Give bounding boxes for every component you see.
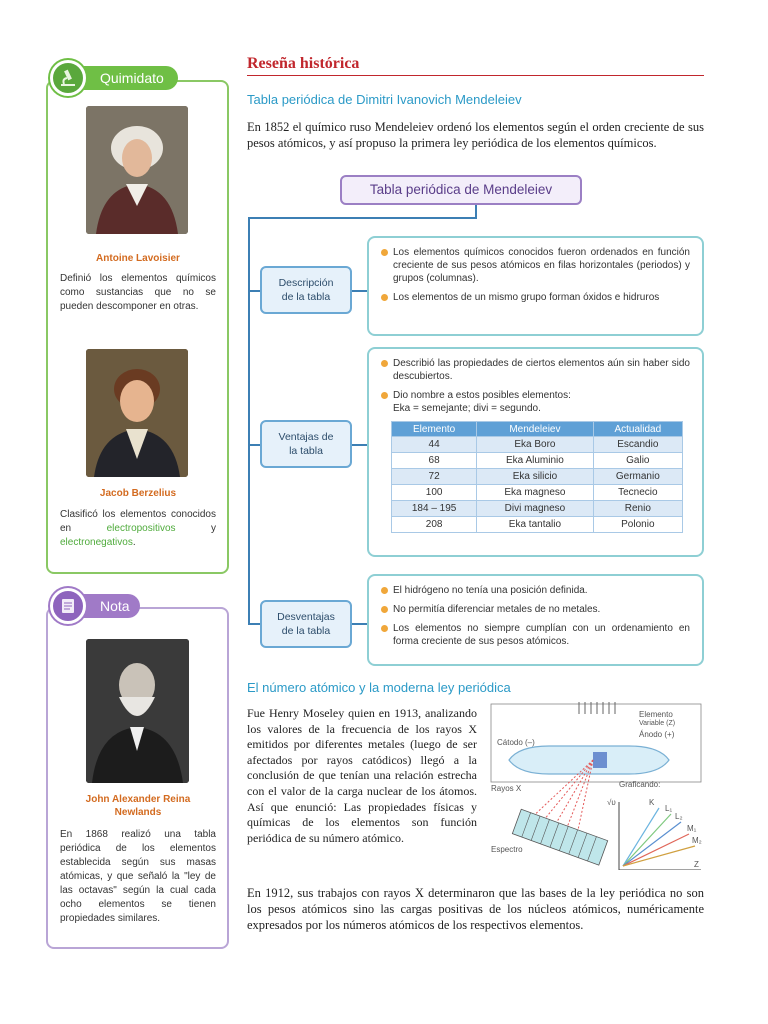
- bullet-dot-icon: [381, 625, 388, 632]
- connector-line: [352, 290, 368, 292]
- scientist-name-newlands: John Alexander Reina Newlands: [85, 794, 191, 818]
- scientist-name-lavoisier: Antoine Lavoisier: [96, 253, 180, 264]
- bullet-dot-icon: [381, 392, 388, 399]
- figure-label-sqrt-v: √υ: [607, 798, 616, 807]
- scientist-text-berzelius: Clasificó los elementos conocidos en electropositivos y electronegativos.: [60, 509, 217, 548]
- descripcion-box: [367, 236, 704, 336]
- figure-label-z: Z: [694, 860, 699, 869]
- figure-label-m1: M₁: [687, 824, 697, 833]
- closing-paragraph: En 1912, sus trabajos con rayos X determinaron que las bases de la ley periódica no son los pesos atómicos sino las cargas positivas de los núcleos atómicos, numéricamente expresados por los números atómicos de los respectivos elementos.: [247, 886, 704, 932]
- table-row: 208 Eka tantalio Polonio: [392, 517, 683, 533]
- lavoisier-portrait: [86, 106, 188, 234]
- quimidato-label: Quimidato: [54, 66, 178, 90]
- concept-map-title: Tabla periódica de Mendeleiev: [340, 175, 582, 205]
- connector-line: [352, 623, 368, 625]
- figure-label-l2: L₂: [675, 812, 683, 821]
- figure-label-anodo: Ánodo (+): [639, 730, 675, 739]
- label-ventajas: Ventajas de la tabla: [260, 420, 352, 468]
- figure-label-variable: Variable (Z): [639, 720, 676, 727]
- table-row: 72 Eka silicio Germanio: [392, 469, 683, 485]
- figure-label-graficando: Graficando:: [619, 780, 661, 789]
- bullet-item: El hidrógeno no tenía una posición definida.: [381, 584, 690, 597]
- desventajas-box: [367, 574, 704, 666]
- bullet-item: Los elementos químicos conocidos fueron ordenados en función creciente de sus pesos atómicos en filas horizontales (periodos) y grupos (columnas).: [381, 246, 690, 285]
- section-subtitle-numero-atomico: El número atómico y la moderna ley periódica: [247, 680, 511, 695]
- table-row: 100 Eka magneso Tecnecio: [392, 485, 683, 501]
- bullet-item: Los elementos de un mismo grupo forman óxidos e hidruros: [381, 291, 690, 304]
- electronegativos-term: electronegativos: [60, 537, 133, 548]
- table-row: 44 Eka Boro Escandio: [392, 437, 683, 453]
- bullet-item: No permitía diferenciar metales de no metales.: [381, 603, 690, 616]
- section-subtitle-mendeleiev: Tabla periódica de Dimitri Ivanovich Mendeleiev: [247, 92, 522, 107]
- scientist-name-berzelius: Jacob Berzelius: [99, 488, 177, 499]
- scientist-text-newlands: En 1868 realizó una tabla periódica de los elementos establecida según sus masas atómicas, y que señaló la "ley de las octavas" según la cual cada ocho elementos se tienen propiedades similares.: [60, 829, 216, 924]
- elements-table: [391, 421, 683, 533]
- intro-paragraph: En 1852 el químico ruso Mendeleiev ordenó los elementos según el orden creciente de sus pesos atómicos, y así propuso la primera ley periódica de los elementos químicos.: [247, 120, 704, 150]
- moseley-paragraph: Fue Henry Moseley quien en 1913, analizando los valores de la frecuencia de los rayos X emitidos por diferentes metales (luego de ser afectados por rayos catódicos) llegó a la conclusión de que tenían una relación estrecha con el valor de la carga nuclear de los átomos. Así que enunció: Las propiedades físicas y químicas de los elementos son función periódica de su número atómico.: [247, 706, 477, 845]
- berzelius-portrait: [86, 349, 188, 477]
- figure-label-m2: M₂: [692, 836, 702, 845]
- table-header: Mendeleiev: [477, 422, 593, 437]
- connector-line: [248, 217, 477, 219]
- bullet-dot-icon: [381, 606, 388, 613]
- ventajas-box: [367, 347, 704, 557]
- connector-line: [248, 217, 250, 625]
- figure-label-k: K: [649, 798, 655, 807]
- label-desventajas: Desventajas de la tabla: [260, 600, 352, 648]
- bullet-item: Describió las propiedades de ciertos elementos aún sin haber sido descubiertos.: [381, 357, 690, 383]
- nota-label: Nota: [54, 594, 140, 618]
- electropositivos-term: electropositivos: [106, 523, 176, 534]
- figure-label-rayos: Rayos X: [491, 784, 522, 793]
- table-row: 68 Eka Aluminio Galio: [392, 453, 683, 469]
- figure-label-elemento: Elemento: [639, 710, 673, 719]
- bullet-dot-icon: [381, 294, 388, 301]
- scientist-text-lavoisier: Definió los elementos químicos como sustancias que no se pueden descomponer en otras.: [60, 273, 216, 312]
- page-title: Reseña histórica: [247, 55, 360, 72]
- figure-label-catodo: Cátodo (–): [497, 738, 535, 747]
- bullet-item: Dio nombre a estos posibles elementos: Eka = semejante; divi = segundo.: [381, 389, 690, 415]
- figure-label-l1: L₁: [665, 804, 673, 813]
- bullet-dot-icon: [381, 587, 388, 594]
- label-descripcion: Descripción de la tabla: [260, 266, 352, 314]
- note-icon: [50, 588, 86, 624]
- bullet-dot-icon: [381, 249, 388, 256]
- title-divider: [247, 75, 704, 76]
- bullet-dot-icon: [381, 360, 388, 367]
- table-header: Actualidad: [593, 422, 682, 437]
- xray-tube-figure: [489, 700, 705, 870]
- table-header: Elemento: [392, 422, 477, 437]
- newlands-portrait: [86, 639, 189, 783]
- connector-line: [352, 444, 368, 446]
- bullet-item: Los elementos no siempre cumplían con un ordenamiento en forma creciente de sus pesos atómicos.: [381, 622, 690, 648]
- microscope-icon: [50, 60, 86, 96]
- figure-label-espectro: Espectro: [491, 845, 523, 854]
- table-row: 184 – 195 Divi magneso Renio: [392, 501, 683, 517]
